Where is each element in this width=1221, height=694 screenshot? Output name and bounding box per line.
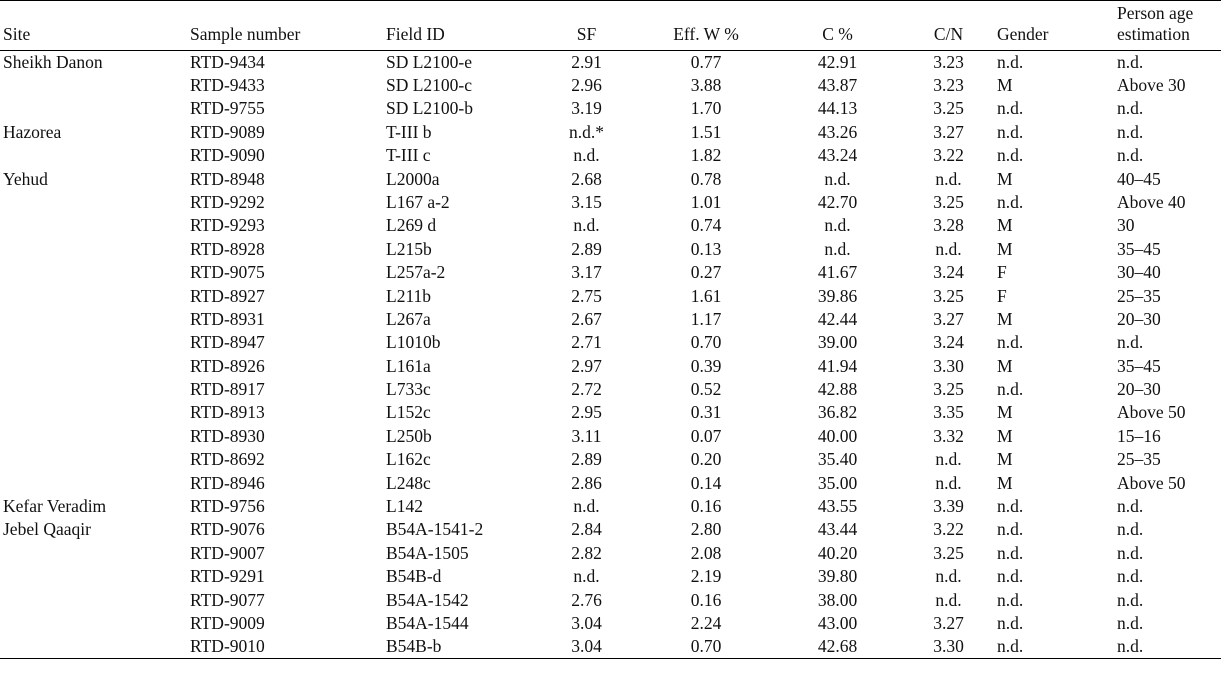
- header-sf: SF: [576, 24, 597, 44]
- cell-site: [0, 472, 190, 495]
- cell-field-id: B54A-1505: [386, 542, 469, 563]
- cell-site: Sheikh Danon: [3, 52, 103, 72]
- cell-c-percent: 40.20: [817, 542, 858, 563]
- cell-cn: n.d.: [935, 566, 962, 587]
- cell-sample-number: RTD-8917: [190, 379, 265, 400]
- cell-age: 20–30: [1117, 379, 1161, 400]
- cell-field-id: L248c: [386, 472, 431, 493]
- cell-sf: 2.97: [571, 355, 602, 376]
- cell-sf: 2.76: [571, 589, 602, 610]
- cell-gender: n.d.: [997, 332, 1024, 353]
- cell-field-id: L152c: [386, 402, 431, 423]
- cell-sf: n.d.: [573, 145, 600, 166]
- cell-sample-number: RTD-9434: [190, 52, 265, 72]
- cell-sf: 2.71: [571, 332, 602, 353]
- cell-sf: n.d.: [573, 496, 600, 517]
- cell-field-id: L211b: [386, 285, 432, 306]
- cell-cn: 3.30: [933, 636, 964, 657]
- cell-gender: n.d.: [997, 519, 1024, 540]
- cell-gender: n.d.: [997, 52, 1024, 72]
- cell-sample-number: RTD-9010: [190, 636, 265, 657]
- cell-c-percent: 35.40: [817, 449, 858, 470]
- table-row: [0, 214, 1221, 237]
- cell-gender: M: [997, 425, 1013, 446]
- cell-cn: 3.22: [933, 519, 964, 540]
- cell-site: [0, 448, 190, 471]
- cell-field-id: SD L2100-e: [386, 52, 473, 72]
- cell-site: [0, 214, 190, 237]
- cell-age: 35–45: [1117, 355, 1161, 376]
- cell-sf: 2.67: [571, 308, 602, 329]
- cell-age: n.d.: [1117, 589, 1144, 610]
- cell-sf: 2.91: [571, 52, 602, 72]
- cell-field-id: L257a-2: [386, 262, 446, 283]
- cell-field-id: T-III b: [386, 121, 432, 142]
- header-cn: C/N: [933, 24, 964, 44]
- cell-age: 25–35: [1117, 285, 1161, 306]
- cell-eff-w: 2.24: [690, 612, 722, 633]
- cell-sample-number: RTD-8692: [190, 449, 265, 470]
- cell-field-id: L161a: [386, 355, 431, 376]
- cell-site: [0, 589, 190, 612]
- cell-cn: n.d.: [935, 449, 962, 470]
- cell-cn: 3.27: [933, 121, 964, 142]
- cell-field-id: L167 a-2: [386, 191, 450, 212]
- cell-site: [0, 331, 190, 354]
- cell-sf: n.d.: [573, 566, 600, 587]
- cell-age: 15–16: [1117, 425, 1161, 446]
- cell-site: [0, 378, 190, 401]
- cell-eff-w: 0.52: [690, 379, 722, 400]
- cell-age: n.d.: [1117, 98, 1144, 119]
- cell-field-id: L162c: [386, 449, 431, 470]
- cell-cn: 3.25: [933, 285, 964, 306]
- cell-cn: 3.24: [933, 332, 964, 353]
- cell-cn: n.d.: [935, 472, 962, 493]
- header-age: [1117, 1, 1221, 51]
- cell-sample-number: RTD-9077: [190, 589, 265, 610]
- cell-c-percent: n.d.: [824, 168, 851, 189]
- cell-cn: 3.27: [933, 612, 964, 633]
- cell-age: n.d.: [1117, 612, 1144, 633]
- cell-eff-w: 0.07: [690, 425, 722, 446]
- cell-cn: 3.27: [933, 308, 964, 329]
- cell-sf: 3.15: [571, 191, 602, 212]
- cell-cn: n.d.: [935, 589, 962, 610]
- table-row: [0, 448, 1221, 471]
- cell-c-percent: 40.00: [817, 425, 858, 446]
- cell-site: [0, 238, 190, 261]
- table-row: [0, 589, 1221, 612]
- cell-site: [0, 285, 190, 308]
- cell-sample-number: RTD-9433: [190, 75, 265, 95]
- cell-eff-w: 0.27: [690, 262, 722, 283]
- cell-sample-number: RTD-9293: [190, 215, 265, 236]
- cell-field-id: T-III c: [386, 145, 431, 166]
- cell-sample-number: RTD-8946: [190, 472, 265, 493]
- cell-eff-w: 0.16: [690, 589, 722, 610]
- cell-c-percent: 42.70: [817, 191, 858, 212]
- table-row: [0, 121, 1221, 144]
- cell-gender: n.d.: [997, 145, 1024, 166]
- cell-cn: 3.22: [933, 145, 964, 166]
- cell-sample-number: RTD-8928: [190, 238, 265, 259]
- header-age-line1: Person age: [1117, 3, 1194, 23]
- cell-age: n.d.: [1117, 52, 1144, 72]
- cell-eff-w: 0.70: [690, 636, 722, 657]
- cell-eff-w: 0.77: [690, 52, 722, 72]
- cell-c-percent: 39.00: [817, 332, 858, 353]
- table-row: [0, 97, 1221, 120]
- cell-sample-number: RTD-9089: [190, 121, 265, 142]
- table-row: [0, 565, 1221, 588]
- cell-cn: n.d.: [935, 238, 962, 259]
- cell-sample-number: RTD-9291: [190, 566, 265, 587]
- cell-cn: 3.35: [933, 402, 964, 423]
- cell-field-id: B54B-b: [386, 636, 442, 657]
- table-row: [0, 144, 1221, 167]
- cell-cn: 3.32: [933, 425, 964, 446]
- cell-cn: 3.25: [933, 98, 964, 119]
- table-row: [0, 308, 1221, 331]
- cell-eff-w: 1.51: [690, 121, 722, 142]
- cell-sample-number: RTD-8913: [190, 402, 265, 423]
- cell-eff-w: 0.20: [690, 449, 722, 470]
- cell-site: [0, 401, 190, 424]
- cell-c-percent: 35.00: [817, 472, 858, 493]
- cell-age: Above 40: [1117, 191, 1186, 212]
- cell-c-percent: 41.67: [817, 262, 858, 283]
- cell-field-id: B54B-d: [386, 566, 442, 587]
- cell-sf: 3.19: [571, 98, 602, 119]
- table-row: [0, 168, 1221, 191]
- cell-age: 35–45: [1117, 238, 1161, 259]
- cell-age: n.d.: [1117, 519, 1144, 540]
- table-row: [0, 495, 1221, 518]
- table-row: [0, 472, 1221, 495]
- table-row: [0, 425, 1221, 448]
- cell-field-id: L2000a: [386, 168, 440, 189]
- cell-eff-w: 2.80: [690, 519, 722, 540]
- cell-c-percent: 43.26: [817, 121, 858, 142]
- cell-sample-number: RTD-9009: [190, 612, 265, 633]
- table-row: [0, 612, 1221, 635]
- table-row: [0, 518, 1221, 541]
- cell-cn: 3.25: [933, 379, 964, 400]
- cell-field-id: L215b: [386, 238, 432, 259]
- cell-sf: 2.68: [571, 168, 602, 189]
- cell-c-percent: 42.44: [817, 308, 858, 329]
- cell-site: Yehud: [3, 168, 48, 189]
- cell-field-id: B54A-1541-2: [386, 519, 484, 540]
- header-field-id: Field ID: [386, 24, 445, 44]
- cell-gender: n.d.: [997, 542, 1024, 563]
- cell-gender: n.d.: [997, 589, 1024, 610]
- table-row: [0, 355, 1221, 378]
- table-row: [0, 51, 1221, 75]
- table-row: [0, 542, 1221, 565]
- cell-cn: 3.25: [933, 191, 964, 212]
- cell-gender: M: [997, 402, 1013, 423]
- table-row: [0, 74, 1221, 97]
- cell-gender: M: [997, 355, 1013, 376]
- table-row: [0, 285, 1221, 308]
- table-header: [0, 1, 1221, 51]
- cell-eff-w: 0.31: [690, 402, 722, 423]
- cell-age: 30–40: [1117, 262, 1161, 283]
- cell-eff-w: 1.70: [690, 98, 722, 119]
- cell-c-percent: n.d.: [824, 238, 851, 259]
- cell-site: [0, 261, 190, 284]
- cell-site: [0, 425, 190, 448]
- cell-gender: n.d.: [997, 121, 1024, 142]
- cell-gender: n.d.: [997, 191, 1024, 212]
- cell-age: Above 50: [1117, 402, 1186, 423]
- cell-sf: 2.86: [571, 472, 602, 493]
- cell-gender: M: [997, 238, 1013, 259]
- cell-field-id: L1010b: [386, 332, 441, 353]
- cell-field-id: B54A-1542: [386, 589, 469, 610]
- cell-sample-number: RTD-9007: [190, 542, 265, 563]
- cell-field-id: SD L2100-b: [386, 98, 474, 119]
- header-site: Site: [3, 24, 31, 44]
- cell-c-percent: n.d.: [824, 215, 851, 236]
- header-gender: Gender: [997, 24, 1049, 44]
- cell-sample-number: RTD-9075: [190, 262, 265, 283]
- cell-age: n.d.: [1117, 332, 1144, 353]
- cell-cn: 3.23: [933, 52, 964, 72]
- cell-gender: M: [997, 168, 1013, 189]
- cell-sample-number: RTD-8947: [190, 332, 265, 353]
- cell-field-id: B54A-1544: [386, 612, 469, 633]
- cell-c-percent: 44.13: [817, 98, 858, 119]
- header-sample-number: Sample number: [190, 24, 301, 44]
- cell-gender: F: [997, 262, 1007, 283]
- cell-sf: 3.11: [571, 425, 602, 446]
- cell-field-id: SD L2100-c: [386, 75, 473, 95]
- cell-sample-number: RTD-8948: [190, 168, 265, 189]
- cell-sf: 2.96: [571, 75, 602, 95]
- header-c-percent: C %: [822, 24, 853, 44]
- cell-age: Above 30: [1117, 75, 1186, 95]
- cell-sf: 2.89: [571, 449, 602, 470]
- table-row: [0, 378, 1221, 401]
- cell-site: [0, 74, 190, 97]
- cell-field-id: L269 d: [386, 215, 437, 236]
- cell-sample-number: RTD-8927: [190, 285, 265, 306]
- cell-cn: 3.28: [933, 215, 964, 236]
- cell-sf: 3.04: [571, 636, 602, 657]
- cell-eff-w: 1.82: [690, 145, 722, 166]
- cell-c-percent: 42.91: [817, 52, 858, 72]
- cell-c-percent: 38.00: [817, 589, 858, 610]
- cell-eff-w: 0.14: [690, 472, 722, 493]
- cell-site: [0, 542, 190, 565]
- cell-gender: M: [997, 472, 1013, 493]
- table-row: [0, 401, 1221, 424]
- cell-age: n.d.: [1117, 542, 1144, 563]
- cell-sample-number: RTD-8931: [190, 308, 265, 329]
- cell-cn: 3.30: [933, 355, 964, 376]
- cell-site: [0, 565, 190, 588]
- cell-sf: 2.72: [571, 379, 602, 400]
- cell-cn: 3.24: [933, 262, 964, 283]
- cell-cn: n.d.: [935, 168, 962, 189]
- cell-site: [0, 635, 190, 659]
- cell-sample-number: RTD-8926: [190, 355, 265, 376]
- cell-age: 40–45: [1117, 168, 1161, 189]
- cell-cn: 3.23: [933, 75, 964, 95]
- cell-gender: M: [997, 215, 1013, 236]
- cell-site: Kefar Veradim: [3, 496, 107, 517]
- cell-sf: n.d.: [573, 215, 600, 236]
- header-eff-w: Eff. W %: [673, 24, 739, 44]
- cell-c-percent: 43.87: [817, 75, 858, 95]
- cell-c-percent: 43.24: [817, 145, 858, 166]
- cell-sf: 3.04: [571, 612, 602, 633]
- cell-sample-number: RTD-9090: [190, 145, 265, 166]
- cell-eff-w: 1.01: [690, 191, 722, 212]
- cell-age: 30: [1117, 215, 1135, 236]
- table-row: [0, 635, 1221, 659]
- cell-eff-w: 3.88: [690, 75, 722, 95]
- cell-field-id: L733c: [386, 379, 431, 400]
- header-row: [0, 1, 1221, 51]
- cell-c-percent: 39.86: [817, 285, 858, 306]
- cell-gender: M: [997, 308, 1013, 329]
- cell-eff-w: 0.39: [690, 355, 722, 376]
- table-row: [0, 191, 1221, 214]
- table-row: [0, 261, 1221, 284]
- table-row: [0, 238, 1221, 261]
- cell-gender: n.d.: [997, 636, 1024, 657]
- cell-sample-number: RTD-9292: [190, 191, 265, 212]
- cell-c-percent: 36.82: [817, 402, 858, 423]
- cell-site: [0, 191, 190, 214]
- cell-gender: n.d.: [997, 496, 1024, 517]
- cell-eff-w: 2.08: [690, 542, 722, 563]
- cell-gender: n.d.: [997, 98, 1024, 119]
- header-age-line2: estimation: [1117, 24, 1190, 44]
- cell-sf: 2.95: [571, 402, 602, 423]
- cell-c-percent: 41.94: [817, 355, 858, 376]
- cell-c-percent: 43.00: [817, 612, 858, 633]
- cell-sample-number: RTD-9076: [190, 519, 265, 540]
- cell-field-id: L142: [386, 496, 423, 517]
- cell-c-percent: 43.44: [817, 519, 858, 540]
- cell-c-percent: 43.55: [817, 496, 858, 517]
- cell-c-percent: 39.80: [817, 566, 858, 587]
- cell-age: 25–35: [1117, 449, 1161, 470]
- cell-gender: n.d.: [997, 612, 1024, 633]
- cell-site: [0, 612, 190, 635]
- cell-eff-w: 0.16: [690, 496, 722, 517]
- cell-sf: 2.84: [571, 519, 602, 540]
- cell-field-id: L250b: [386, 425, 432, 446]
- cell-age: n.d.: [1117, 566, 1144, 587]
- cell-eff-w: 1.17: [690, 308, 722, 329]
- cell-sample-number: RTD-9756: [190, 496, 265, 517]
- cell-sf: 3.17: [571, 262, 602, 283]
- cell-age: n.d.: [1117, 496, 1144, 517]
- cell-eff-w: 2.19: [690, 566, 722, 587]
- cell-gender: F: [997, 285, 1007, 306]
- table-body: [0, 51, 1221, 659]
- cell-eff-w: 0.70: [690, 332, 722, 353]
- cell-age: n.d.: [1117, 121, 1144, 142]
- cell-site: Jebel Qaaqir: [3, 519, 91, 540]
- cell-age: n.d.: [1117, 145, 1144, 166]
- cell-age: n.d.: [1117, 636, 1144, 657]
- cell-age: Above 50: [1117, 472, 1186, 493]
- cell-field-id: L267a: [386, 308, 431, 329]
- cell-site: [0, 144, 190, 167]
- cell-age: 20–30: [1117, 308, 1161, 329]
- cell-cn: 3.39: [933, 496, 964, 517]
- cell-sample-number: RTD-9755: [190, 98, 265, 119]
- cell-eff-w: 0.78: [690, 168, 722, 189]
- cell-gender: M: [997, 449, 1013, 470]
- cell-cn: 3.25: [933, 542, 964, 563]
- cell-sf: 2.89: [571, 238, 602, 259]
- table-row: [0, 331, 1221, 354]
- cell-site: [0, 97, 190, 120]
- cell-gender: M: [997, 75, 1013, 95]
- cell-sf: n.d.*: [569, 121, 604, 142]
- cell-c-percent: 42.68: [817, 636, 858, 657]
- cell-site: [0, 355, 190, 378]
- cell-sf: 2.75: [571, 285, 602, 306]
- cell-site: Hazorea: [3, 121, 62, 142]
- cell-gender: n.d.: [997, 566, 1024, 587]
- cell-eff-w: 0.74: [690, 215, 722, 236]
- cell-eff-w: 0.13: [690, 238, 722, 259]
- cell-sample-number: RTD-8930: [190, 425, 265, 446]
- cell-gender: n.d.: [997, 379, 1024, 400]
- cell-site: [0, 308, 190, 331]
- cell-c-percent: 42.88: [817, 379, 858, 400]
- cell-sf: 2.82: [571, 542, 602, 563]
- cell-eff-w: 1.61: [690, 285, 722, 306]
